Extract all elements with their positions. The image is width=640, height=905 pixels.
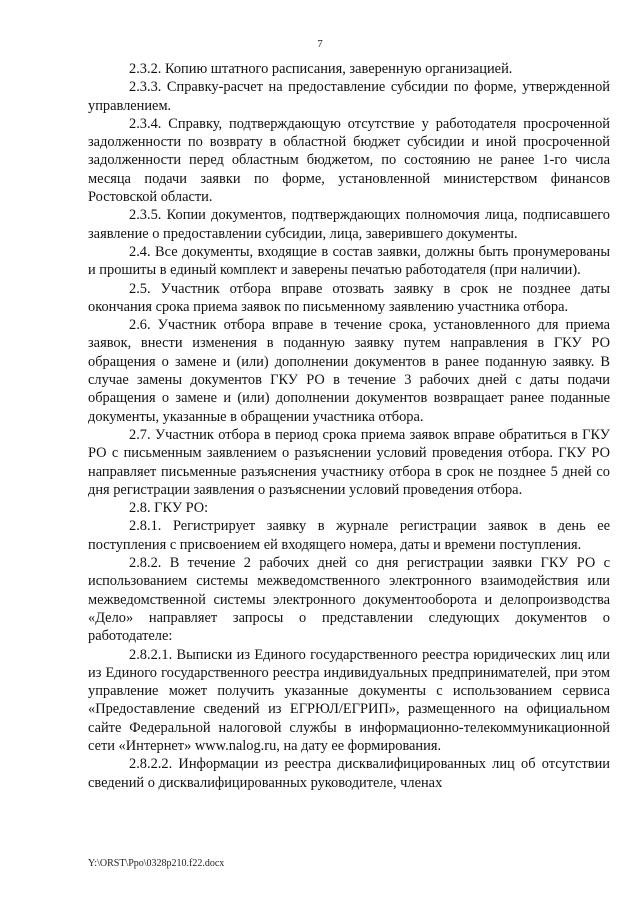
paragraph-2-3-4: 2.3.4. Справку, подтверждающую отсутствие у работодателя просроченной задолженности по возврату в областной бюджет субсидии и иной просроченной задолженности перед областным бюджетом, по состоянию не ранее 1-го числа месяца подачи заявки по форме, установленной министерством финансов Ростовской области. [88,115,610,206]
paragraph-2-8: 2.8. ГКУ РО: [129,500,209,517]
paragraph-2-8-2: 2.8.2. В течение 2 рабочих дней со дня регистрации заявки ГКУ РО с использованием системы межведомственного электронного взаимодействия или межведомственной системы электронного документооборота и делопроизводства «Дело» направляет запросы о представлении следующих документов о работодателе: [88,555,610,645]
paragraph-2-5: 2.5. Участник отбора вправе отозвать заявку в срок не позднее даты окончания срока приема заявок по письменному заявлению участника отбора. [88,280,610,315]
paragraph-2-6: 2.6. Участник отбора вправе в течение срока, установленного для приема заявок, внести изменения в поданную заявку путем направления в ГКУ РО обращения о замене и (или) дополнении документов в ранее поданную заявку. В случае замены документов ГКУ РО в течение 3 рабочих дней с даты подачи обращения о замене и (или) дополнении документов возвращает ранее поданные документы, указанные в обращении участника отбора. [88,317,610,425]
paragraph-2-3-2: 2.3.2. Копию штатного расписания, заверенную организацией. [129,61,513,77]
paragraph-2-4: 2.4. Все документы, входящие в состав заявки, должны быть пронумерованы и прошиты в единый комплект и заверены печатью работодателя (при наличии). [88,243,610,279]
paragraph-2-7: 2.7. Участник отбора в период срока приема заявок вправе обратиться в ГКУ РО с письменным заявлением о разъяснении условий проведения отбора. ГКУ РО направляет письменные разъяснения участнику отбора в срок не позднее 5 дней со дня регистрации заявления о разъяснении условий проведения отбора. [88,426,610,498]
paragraph-2-8-2-2: 2.8.2.2. Информации из реестра дисквалифицированных лиц об отсутствии сведений о дисквалифицированных руководителе, членах [88,756,610,791]
footer-file-path: Y:\ORST\Ppo\0328p210.f22.docx [88,858,225,869]
paragraph-2-3-5: 2.3.5. Копии документов, подтверждающих полномочия лица, подписавшего заявление о предоставлении субсидии, лица, заверившего документы. [88,207,610,242]
paragraph-2-8-1: 2.8.1. Регистрирует заявку в журнале регистрации заявок в день ее поступления с присвоением ей входящего номера, даты и времени поступления. [88,518,610,553]
page-number: 7 [317,38,323,50]
paragraph-2-3-3: 2.3.3. Справку-расчет на предоставление субсидии по форме, утвержденной управлением. [88,79,610,114]
document-body [88,60,610,792]
paragraph-2-8-2-1: 2.8.2.1. Выписки из Единого государственного реестра юридических лиц или из Единого государственного реестра индивидуальных предпринимателей, при этом управление может получить указанные документы с использованием сервиса «Предоставление сведений из ЕГРЮЛ/ЕГРИП», размещенного на официальном сайте Федеральной налоговой службы в информационно-телекоммуникационной сети «Интернет» www.nalog.ru, на дату ее формирования. [88,646,610,754]
